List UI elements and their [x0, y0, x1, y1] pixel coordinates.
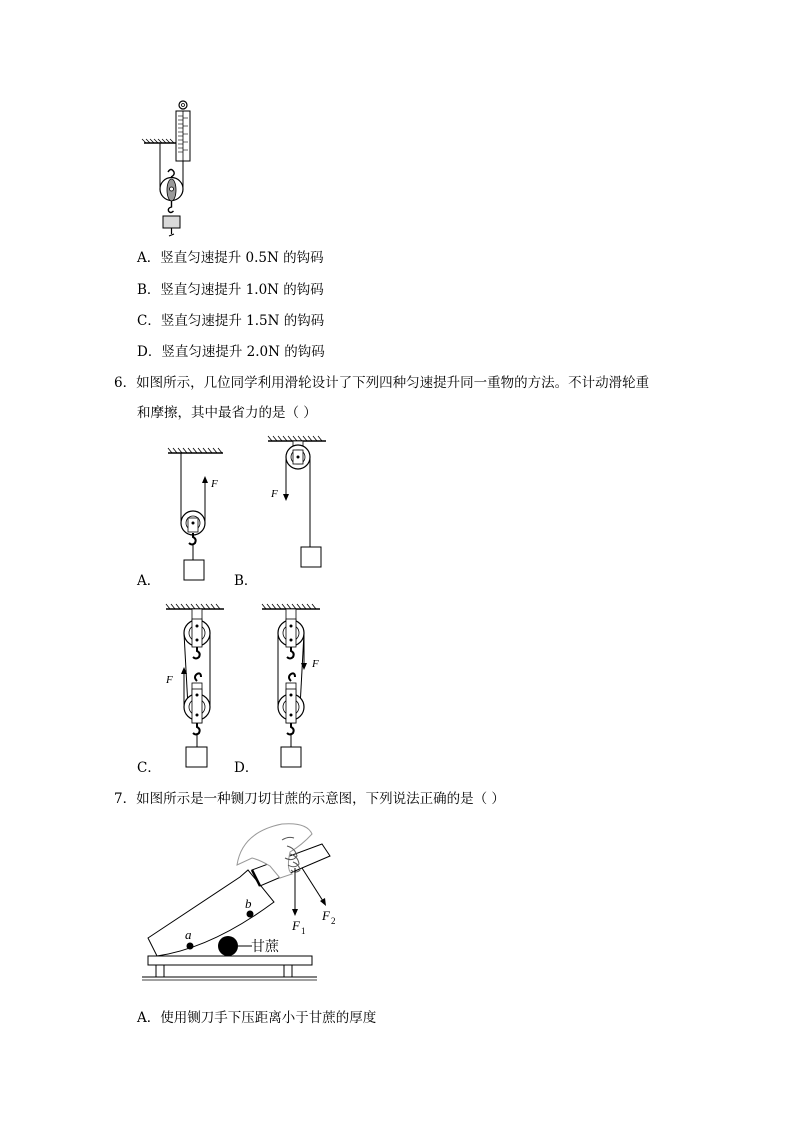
q7-sugarcane-label: 甘蔗: [251, 940, 279, 955]
q6-a-force-label: F: [211, 478, 218, 490]
q7-f2-subscript: 2: [331, 916, 336, 926]
q6-c-force-label: F: [166, 674, 173, 686]
q7-point-a-label: a: [185, 927, 192, 942]
q7-f1-subscript: 1: [301, 926, 306, 936]
q6-figure-c-pulley-block: [160, 603, 230, 771]
q5-option-c: C．竖直匀速提升 1.5N 的钩码: [137, 313, 325, 329]
q6-label-b: B．: [234, 573, 258, 589]
q5-option-a: A．竖直匀速提升 0.5N 的钩码: [137, 250, 324, 266]
q7-chopper-figure: [142, 820, 342, 992]
q6-b-force-label: F: [271, 488, 278, 500]
q6-label-c: C．: [137, 760, 161, 776]
q6-d-force-label: F: [312, 658, 319, 670]
q7-point-b-label: b: [245, 896, 252, 911]
q6-figure-a-movable-pulley: [160, 443, 230, 585]
q6-stem-line2: 和摩擦，其中最省力的是（ ）: [137, 405, 317, 421]
q6-label-d: D．: [234, 760, 259, 776]
q7-f2-label: F: [322, 908, 330, 923]
q7-f1-label: F: [292, 918, 300, 933]
q5-pulley-spring-scale-figure: [138, 98, 208, 240]
q7-option-a: A．使用铡刀手下压距离小于甘蔗的厚度: [137, 1010, 377, 1026]
q6-label-a: A．: [137, 573, 161, 589]
q7-stem: 7．如图所示是一种铡刀切甘蔗的示意图，下列说法正确的是（ ）: [114, 791, 505, 807]
q6-stem-line1: 6．如图所示，几位同学利用滑轮设计了下列四种匀速提升同一重物的方法。不计动滑轮重: [114, 375, 650, 391]
q6-figure-d-pulley-block: [256, 603, 326, 771]
q5-option-d: D．竖直匀速提升 2.0N 的钩码: [137, 344, 325, 360]
q5-option-b: B．竖直匀速提升 1.0N 的钩码: [137, 282, 324, 298]
q6-figure-b-fixed-pulley: [262, 431, 332, 573]
